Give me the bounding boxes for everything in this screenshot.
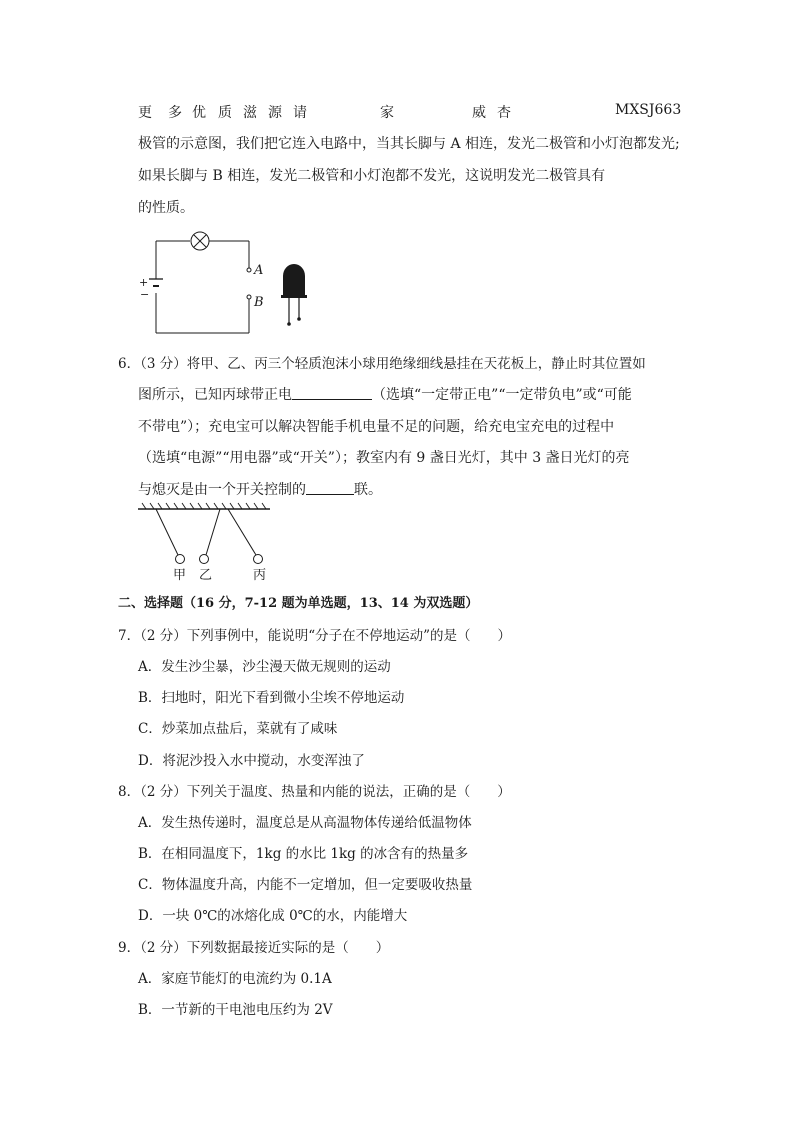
circuit-figure bbox=[136, 225, 316, 340]
q7-option-c[interactable]: C．炒菜加点盐后，菜就有了咸味 bbox=[138, 721, 338, 737]
ball-label: 乙 bbox=[199, 568, 213, 583]
header-char: 优 bbox=[192, 105, 206, 121]
q7-option-a[interactable]: A．发生沙尘暴，沙尘漫天做无规则的运动 bbox=[138, 659, 391, 675]
header-char: 杏 bbox=[497, 105, 511, 121]
label-b: B bbox=[254, 295, 264, 310]
header-char: 家 bbox=[380, 105, 394, 121]
section-title: 二、选择题（16 分，7-12 题为单选题，13、14 为双选题） bbox=[118, 596, 479, 611]
q6-line1: 6．（3 分）将甲、乙、丙三个轻质泡沫小球用绝缘细线悬挂在天花板上，静止时其位置如 bbox=[118, 356, 646, 372]
q6-line4: （选填“电源”“用电器”或“开关”）；教室内有 9 盏日光灯，其中 3 盏日光灯的亮 bbox=[138, 450, 630, 466]
q5-line3: 的性质。 bbox=[138, 200, 194, 216]
header-char: 多 bbox=[168, 105, 182, 121]
terminal-a bbox=[247, 268, 251, 272]
header-char: 威 bbox=[472, 105, 486, 121]
q8-option-d[interactable]: D．一块 0℃的冰熔化成 0℃的水，内能增大 bbox=[138, 908, 408, 924]
ball-label: 丙 bbox=[253, 568, 267, 583]
battery-minus: − bbox=[140, 288, 150, 301]
q8-option-a[interactable]: A．发生热传递时，温度总是从高温物体传递给低温物体 bbox=[138, 815, 472, 831]
thread bbox=[228, 509, 256, 555]
answer-blank[interactable] bbox=[306, 481, 354, 495]
ball-jia bbox=[176, 555, 185, 564]
q5-line1: 极管的示意图，我们把它连入电路中，当其长脚与 A 相连，发光二极管和小灯泡都发光; bbox=[138, 136, 680, 152]
q8-option-b[interactable]: B．在相同温度下，1kg 的水比 1kg 的冰含有的热量多 bbox=[138, 846, 469, 862]
hanging-balls-figure bbox=[136, 502, 276, 584]
header-char: 请 bbox=[293, 105, 307, 121]
terminal-b bbox=[247, 295, 251, 299]
header-char: 更 bbox=[138, 105, 152, 121]
q6-line2: 图所示，已知丙球带正电 （选填“一定带正电”“一定带负电”或“可能 bbox=[138, 387, 632, 403]
q8-stem: 8．（2 分）下列关于温度、热量和内能的说法，正确的是（ ） bbox=[118, 784, 511, 800]
ball-yi bbox=[200, 555, 209, 564]
ball-label: 甲 bbox=[173, 568, 187, 583]
header-code: MXSJ663 bbox=[615, 102, 682, 118]
battery-plus: + bbox=[139, 276, 149, 289]
q7-stem: 7．（2 分）下列事例中，能说明“分子在不停地运动”的是（ ） bbox=[118, 628, 512, 644]
ball-bing bbox=[254, 555, 263, 564]
header-char: 源 bbox=[268, 105, 282, 121]
answer-blank[interactable] bbox=[292, 386, 372, 400]
label-a: A bbox=[254, 263, 264, 278]
led-icon bbox=[281, 264, 307, 326]
header-char: 滋 bbox=[243, 105, 257, 121]
q8-option-c[interactable]: C．物体温度升高，内能不一定增加，但一定要吸收热量 bbox=[138, 877, 473, 893]
q7-option-d[interactable]: D．将泥沙投入水中搅动，水变浑浊了 bbox=[138, 753, 365, 769]
q9-option-b[interactable]: B．一节新的干电池电压约为 2V bbox=[138, 1002, 333, 1018]
thread bbox=[206, 509, 220, 555]
q9-option-a[interactable]: A．家庭节能灯的电流约为 0.1A bbox=[138, 971, 332, 987]
q5-line2: 如果长脚与 B 相连，发光二极管和小灯泡都不发光，这说明发光二极管具有 bbox=[138, 168, 606, 184]
q6-line5: 与熄灭是由一个开关控制的 联。 bbox=[138, 482, 382, 498]
q7-option-b[interactable]: B．扫地时，阳光下看到微小尘埃不停地运动 bbox=[138, 690, 405, 706]
q6-line3: 不带电”）；充电宝可以解决智能手机电量不足的问题，给充电宝充电的过程中 bbox=[138, 419, 615, 435]
header-char: 质 bbox=[218, 105, 232, 121]
q9-stem: 9．（2 分）下列数据最接近实际的是（ ） bbox=[118, 940, 390, 956]
thread bbox=[156, 509, 178, 555]
